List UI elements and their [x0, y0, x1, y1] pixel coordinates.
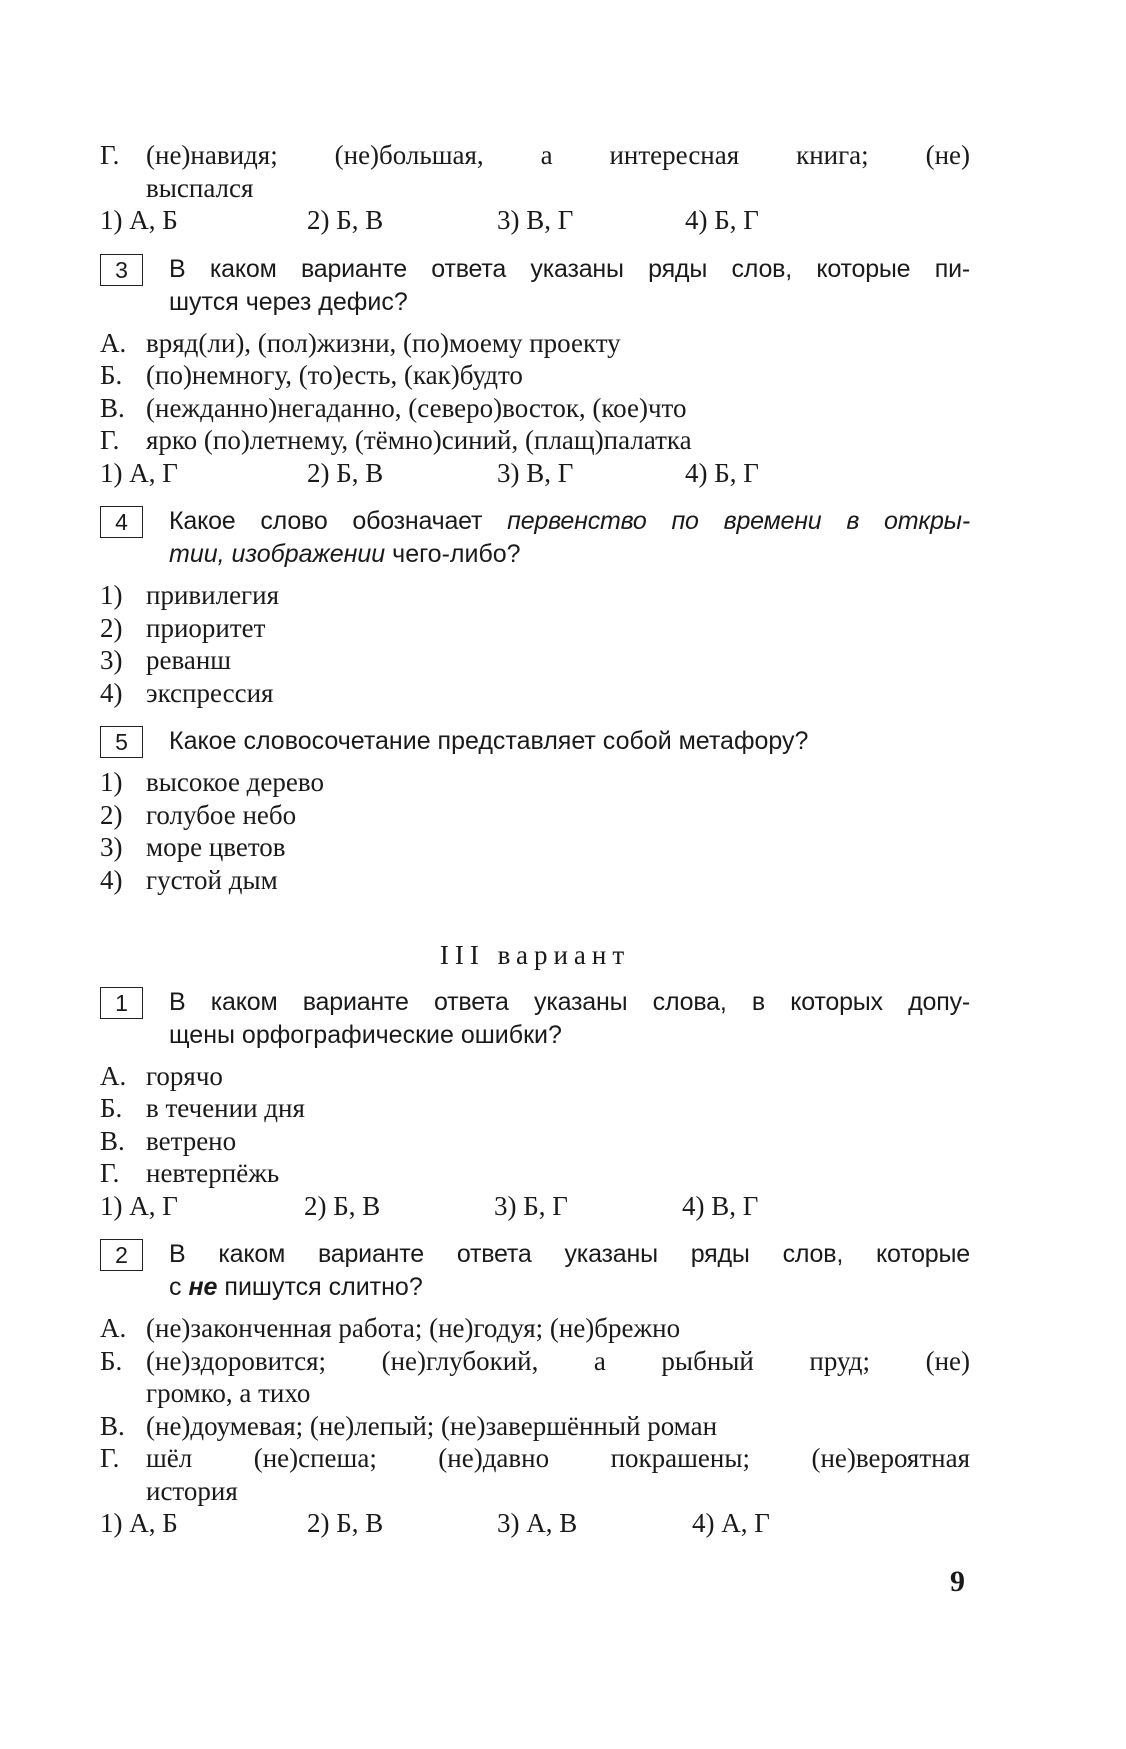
option-label: Г.	[100, 1443, 120, 1473]
option-text: приоритет	[146, 612, 266, 643]
answer-3: 3) В, Г	[497, 205, 574, 235]
question-text: Какое словосочетание представляет собой метафору?	[169, 727, 809, 755]
option-text: (не)доумевая; (не)лепый; (не)завершённый роман	[146, 1410, 718, 1441]
option-label: А.	[100, 1313, 127, 1343]
answer-3: 3) А, В	[497, 1508, 578, 1538]
answer-4: 4) В, Г	[682, 1190, 759, 1221]
option-b	[100, 1092, 970, 1125]
option-text-line: (не)здоровится; (не)глубокий, а рыбный пруд; (не)	[146, 1345, 970, 1376]
answer-3: 3) Б, Г	[494, 1190, 568, 1221]
answer-2: 2) Б, В	[307, 205, 384, 235]
option-a	[100, 1312, 970, 1345]
option-text: горячо	[146, 1060, 223, 1091]
option-a	[100, 327, 970, 360]
option-2	[100, 799, 970, 832]
option-label: 2)	[100, 612, 123, 643]
question-text-line: В каком варианте ответа указаны ряды слов, которые пи-	[169, 254, 970, 283]
option-label: 3)	[100, 645, 123, 675]
option-label: Г.	[100, 140, 120, 170]
option-text: ветрено	[146, 1125, 237, 1156]
question-5	[100, 725, 970, 758]
option-a	[100, 1060, 970, 1093]
option-label: В.	[100, 1410, 125, 1441]
option-text: ярко (по)летнему, (тёмно)синий, (плащ)палатка	[146, 425, 692, 455]
option-4	[100, 864, 970, 897]
question-text-line: шутся через дефис?	[169, 287, 408, 316]
option-label: 2)	[100, 799, 123, 830]
answer-choices	[100, 1507, 970, 1540]
option-label: Б.	[100, 1345, 123, 1376]
option-text: экспрессия	[146, 677, 274, 708]
question-number-box: 4	[100, 506, 143, 538]
answer-1: 1) А, Б	[100, 1508, 178, 1538]
option-g	[100, 424, 970, 457]
option-text: густой дым	[146, 864, 278, 895]
question-number-box: 5	[100, 726, 143, 758]
question-number-box: 3	[100, 254, 143, 286]
answer-4: 4) Б, Г	[685, 457, 759, 488]
option-text-line: шёл (не)спеша; (не)давно покрашены; (не)вероятная	[146, 1443, 970, 1473]
option-b	[100, 1345, 970, 1410]
answer-2: 2) Б, В	[307, 1508, 384, 1538]
option-label: Г.	[100, 1158, 120, 1188]
option-1	[100, 579, 970, 612]
option-label: А.	[100, 327, 127, 358]
option-label: В.	[100, 392, 125, 423]
option-text: (по)немногу, (то)есть, (как)будто	[146, 360, 523, 390]
answer-1: 1) А, Г	[100, 457, 178, 488]
option-4	[100, 677, 970, 710]
option-label: 1)	[100, 580, 123, 610]
question-italic-text: тии, изображении	[169, 540, 386, 568]
answer-4: 4) Б, Г	[685, 205, 759, 235]
answer-choices	[100, 1190, 970, 1223]
option-3	[100, 644, 970, 677]
answer-4: 4) А, Г	[692, 1508, 770, 1538]
question-text: пишутся слитно?	[217, 1273, 423, 1301]
question-4	[100, 505, 970, 571]
option-text-line: история	[146, 1475, 238, 1506]
option-label: Б.	[100, 1093, 123, 1123]
option-text: (нежданно)негаданно, (северо)восток, (кое)что	[146, 392, 687, 423]
option-text: привилегия	[146, 580, 279, 610]
option-label: Г.	[100, 425, 120, 455]
option-v	[100, 1125, 970, 1158]
option-label: 1)	[100, 767, 123, 797]
option-text: вряд(ли), (пол)жизни, (по)моему проекту	[146, 327, 621, 358]
option-2	[100, 612, 970, 645]
page-number: 9	[950, 1565, 965, 1598]
option-label: А.	[100, 1060, 127, 1091]
option-text: высокое дерево	[146, 767, 324, 797]
option-text-line: выспался	[146, 172, 254, 203]
page-content	[100, 139, 970, 1540]
option-text-line: громко, а тихо	[146, 1378, 311, 1408]
option-label: 4)	[100, 864, 123, 895]
question-2	[100, 1238, 970, 1304]
option-g	[100, 1157, 970, 1190]
question-text-line: В каком варианте ответа указаны ряды слов, которые	[169, 1240, 970, 1268]
option-text: реванш	[146, 645, 232, 675]
answer-choices	[100, 204, 970, 237]
question-text-line: щены орфографические ошибки?	[169, 1020, 562, 1049]
answer-2: 2) Б, В	[307, 457, 384, 488]
variant-heading: III вариант	[439, 940, 631, 970]
option-v	[100, 1410, 970, 1443]
option-text: в течении дня	[146, 1093, 305, 1123]
option-b	[100, 359, 970, 392]
option-text: невтерпёжь	[146, 1158, 280, 1188]
question-text: чего-либо?	[385, 540, 521, 568]
question-text-line: В каком варианте ответа указаны слова, в которых допу-	[169, 987, 970, 1016]
option-g	[100, 1442, 970, 1507]
question-bold-text: не	[188, 1273, 218, 1301]
answer-choices	[100, 457, 970, 490]
question-number-box: 1	[100, 987, 143, 1019]
option-v	[100, 392, 970, 425]
question-text: Какое слово обозначает	[169, 507, 508, 535]
option-label: Б.	[100, 360, 123, 390]
question-text: с	[169, 1273, 189, 1301]
question-number-box: 2	[100, 1239, 143, 1271]
option-text: (не)законченная работа; (не)годуя; (не)брежно	[146, 1313, 681, 1343]
answer-3: 3) В, Г	[497, 457, 574, 488]
option-g	[100, 139, 970, 204]
option-label: 3)	[100, 832, 123, 862]
option-1	[100, 766, 970, 799]
question-3	[100, 253, 970, 319]
option-text: море цветов	[146, 832, 286, 862]
question-italic-text: первенство по времени в откры-	[507, 507, 971, 535]
answer-2: 2) Б, В	[304, 1190, 381, 1221]
option-text: голубое небо	[146, 799, 297, 830]
option-label: 4)	[100, 677, 123, 708]
answer-1: 1) А, Г	[100, 1190, 178, 1221]
option-3	[100, 831, 970, 864]
option-label: В.	[100, 1125, 125, 1156]
option-text-line: (не)навидя; (не)большая, а интересная книга; (не)	[146, 140, 970, 170]
answer-1: 1) А, Б	[100, 205, 178, 235]
question-1	[100, 986, 970, 1052]
